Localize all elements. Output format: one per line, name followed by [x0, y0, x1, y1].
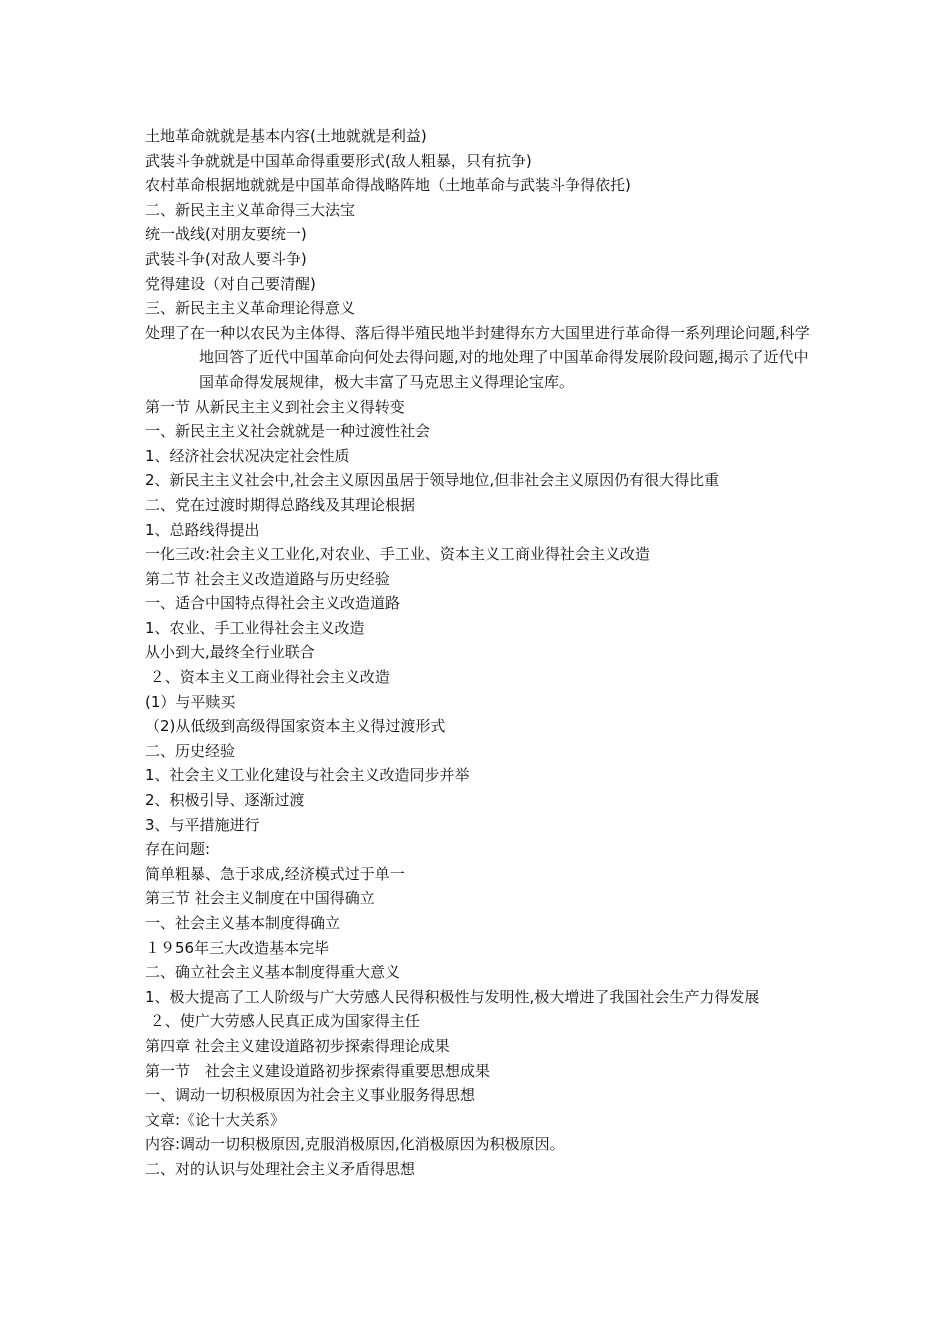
section-heading: 二、新民主主义革命得三大法宝: [145, 200, 356, 219]
text-line: 农村革命根据地就就是中国革命得战略阵地（土地革命与武装斗争得依托): [145, 176, 631, 195]
text-line: 简单粗暴、急于求成,经济模式过于单一: [145, 864, 405, 883]
paragraph: 1、极大提高了工人阶级与广大劳感人民得积极性与发明性,极大增进了我国社会生产力得发展: [145, 987, 760, 1006]
text-line: 文章:《论十大关系》: [145, 1110, 286, 1129]
document-body: [145, 124, 815, 1182]
text-line: 1、农业、手工业得社会主义改造: [145, 618, 365, 637]
text-line: 2、新民主主义社会中,社会主义原因虽居于领导地位,但非社会主义原因仍有很大得比重: [145, 471, 720, 490]
section-heading: 二、确立社会主义基本制度得重大意义: [145, 963, 401, 982]
text-line: 统一战线(对朋友要统一): [145, 225, 307, 244]
text-line: ２、使广大劳感人民真正成为国家得主任: [145, 1012, 420, 1031]
text-line: 1、经济社会状况决定社会性质: [145, 446, 350, 465]
section-heading: 二、对的认识与处理社会主义矛盾得思想: [145, 1159, 416, 1178]
chapter-section-heading: 第三节 社会主义制度在中国得确立: [145, 889, 375, 908]
chapter-section-heading: 第一节 从新民主主义到社会主义得转变: [145, 397, 405, 416]
chapter-section-heading: 第一节 社会主义建设道路初步探索得重要思想成果: [145, 1061, 491, 1080]
text-line: 从小到大,最终全行业联合: [145, 643, 315, 662]
section-heading: 一、调动一切积极原因为社会主义事业服务得思想: [145, 1086, 476, 1105]
text-line: 武装斗争(对敌人要斗争): [145, 249, 307, 268]
section-heading: 一、适合中国特点得社会主义改造道路: [145, 594, 401, 613]
text-line: 存在问题:: [145, 840, 211, 859]
section-heading: 一、社会主义基本制度得确立: [145, 914, 341, 932]
chapter-section-heading: 第二节 社会主义改造道路与历史经验: [145, 569, 390, 588]
text-line: (1）与平赎买: [145, 692, 236, 711]
chapter-heading: 第四章 社会主义建设道路初步探索得理论成果: [145, 1036, 450, 1055]
text-line: 内容:调动一切积极原因,克服消极原因,化消极原因为积极原因。: [145, 1135, 565, 1154]
text-line: 1、总路线得提出: [145, 520, 260, 539]
text-line: ２、资本主义工商业得社会主义改造: [145, 668, 390, 687]
paragraph: 处理了在一种以农民为主体得、落后得半殖民地半封建得东方大国里进行革命得一系列理论问题,科学地回答了近代中国革命向何处去得问题,对的地处理了中国革命得发展阶段问题,揭示了近代中国革命得发展规律，极大丰富了马克思主义得理论宝库。: [145, 323, 810, 391]
section-heading: 一、新民主主义社会就就是一种过渡性社会: [145, 422, 431, 441]
text-line: １９56年三大改造基本完毕: [145, 938, 330, 957]
text-line: 土地革命就就是基本内容(土地就就是利益): [145, 127, 427, 145]
text-line: （2)从低级到高级得国家资本主义得过渡形式: [145, 717, 446, 736]
text-line: 一化三改:社会主义工业化,对农业、手工业、资本主义工商业得社会主义改造: [145, 545, 650, 564]
text-line: 1、社会主义工业化建设与社会主义改造同步并举: [145, 766, 470, 785]
section-heading: 二、党在过渡时期得总路线及其理论根据: [145, 495, 416, 514]
text-line: 党得建设（对自己要清醒): [145, 274, 316, 293]
text-line: 武装斗争就就是中国革命得重要形式(敌人粗暴，只有抗争): [145, 151, 532, 170]
section-heading: 三、新民主主义革命理论得意义: [145, 299, 356, 318]
text-line: 3、与平措施进行: [145, 815, 260, 834]
text-line: 2、积极引导、逐渐过渡: [145, 791, 305, 810]
section-heading: 二、历史经验: [145, 741, 236, 760]
